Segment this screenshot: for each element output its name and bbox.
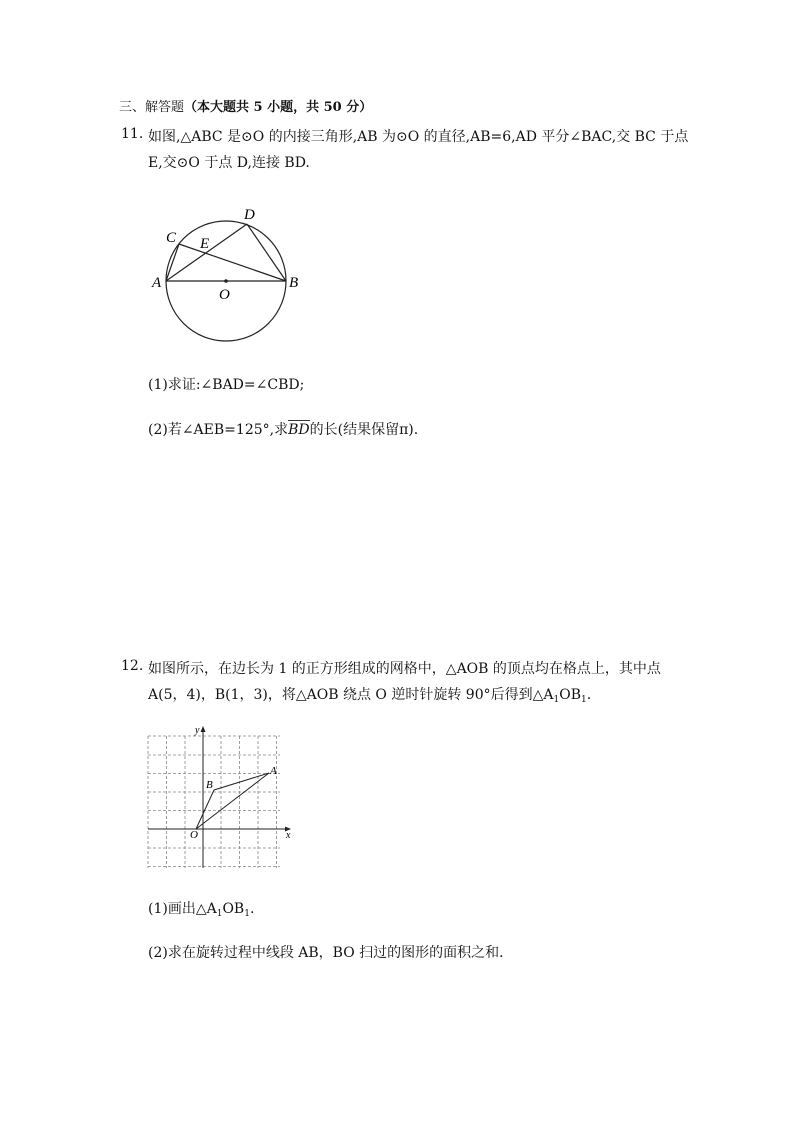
label-x: x [286,830,291,841]
q12-number: 12. [121,658,144,674]
label-o: O [219,287,230,303]
arc-bd: BD [288,422,310,438]
segment-ob [196,790,214,829]
q12-part1-sub2: 1 [244,909,250,919]
q12-line2-b: OB [559,687,581,703]
q12-grid-figure [140,722,300,874]
q12-line2-a: A(5，4)，B(1，3)，将△AOB 绕点 O 逆时针旋转 90°后得到△A [148,687,554,703]
segment-ab [214,773,269,790]
grid-lines [148,736,280,868]
section-header [119,96,372,115]
label-c: C [166,230,177,246]
section-header-bold: （本大题共 5 小题，共 50 分） [184,100,373,115]
q11-line1: 如图,△ABC 是⊙O 的内接三角形,AB 为⊙O 的直径,AB=6,AD 平分∠BAC,交 BC 于点 [148,129,689,145]
q12-part1-a: (1)画出△A [148,901,217,917]
q12-part1-sub1: 1 [216,909,223,919]
label-b: B [289,275,299,291]
label-y: y [195,725,200,736]
label-origin: O [190,829,198,841]
q12-line2-sub1: 1 [553,695,560,705]
label-d: D [244,207,255,223]
segment-cb [179,244,286,281]
label-e: E [200,236,210,252]
label-a: A [152,275,162,291]
label-point-a: A [270,765,277,777]
q12-part1-b: OB [222,901,245,917]
q11-part2-b: 的长(结果保留π). [309,422,419,438]
q11-part1: (1)求证:∠BAD=∠CBD; [148,377,305,393]
q12-part1 [148,898,254,919]
q12-line1: 如图所示，在边长为 1 的正方形组成的网格中，△AOB 的顶点均在格点上，其中点 [148,661,661,677]
section-header-prefix: 三、解答题 [119,100,185,115]
q12-part2: (2)求在旋转过程中线段 AB，BO 扫过的图形的面积之和． [148,945,514,961]
center-dot [224,279,228,283]
segment-ac [166,244,179,281]
q12-part1-c: . [249,901,255,917]
q12-line2 [148,684,591,705]
label-point-b: B [206,779,213,791]
segment-ad [166,224,247,281]
y-axis-arrow [201,726,206,732]
q12-line2-c: . [586,687,592,703]
q11-part2 [148,419,418,439]
q11-line2: E,交⊙O 于点 D,连接 BD. [148,155,310,171]
q11-part2-a: (2)若∠AEB=125°,求 [148,422,289,438]
segment-bd [247,224,286,281]
q12-line2-sub2: 1 [581,695,587,705]
q11-circle-figure [140,195,320,375]
q11-number: 11. [121,126,144,142]
